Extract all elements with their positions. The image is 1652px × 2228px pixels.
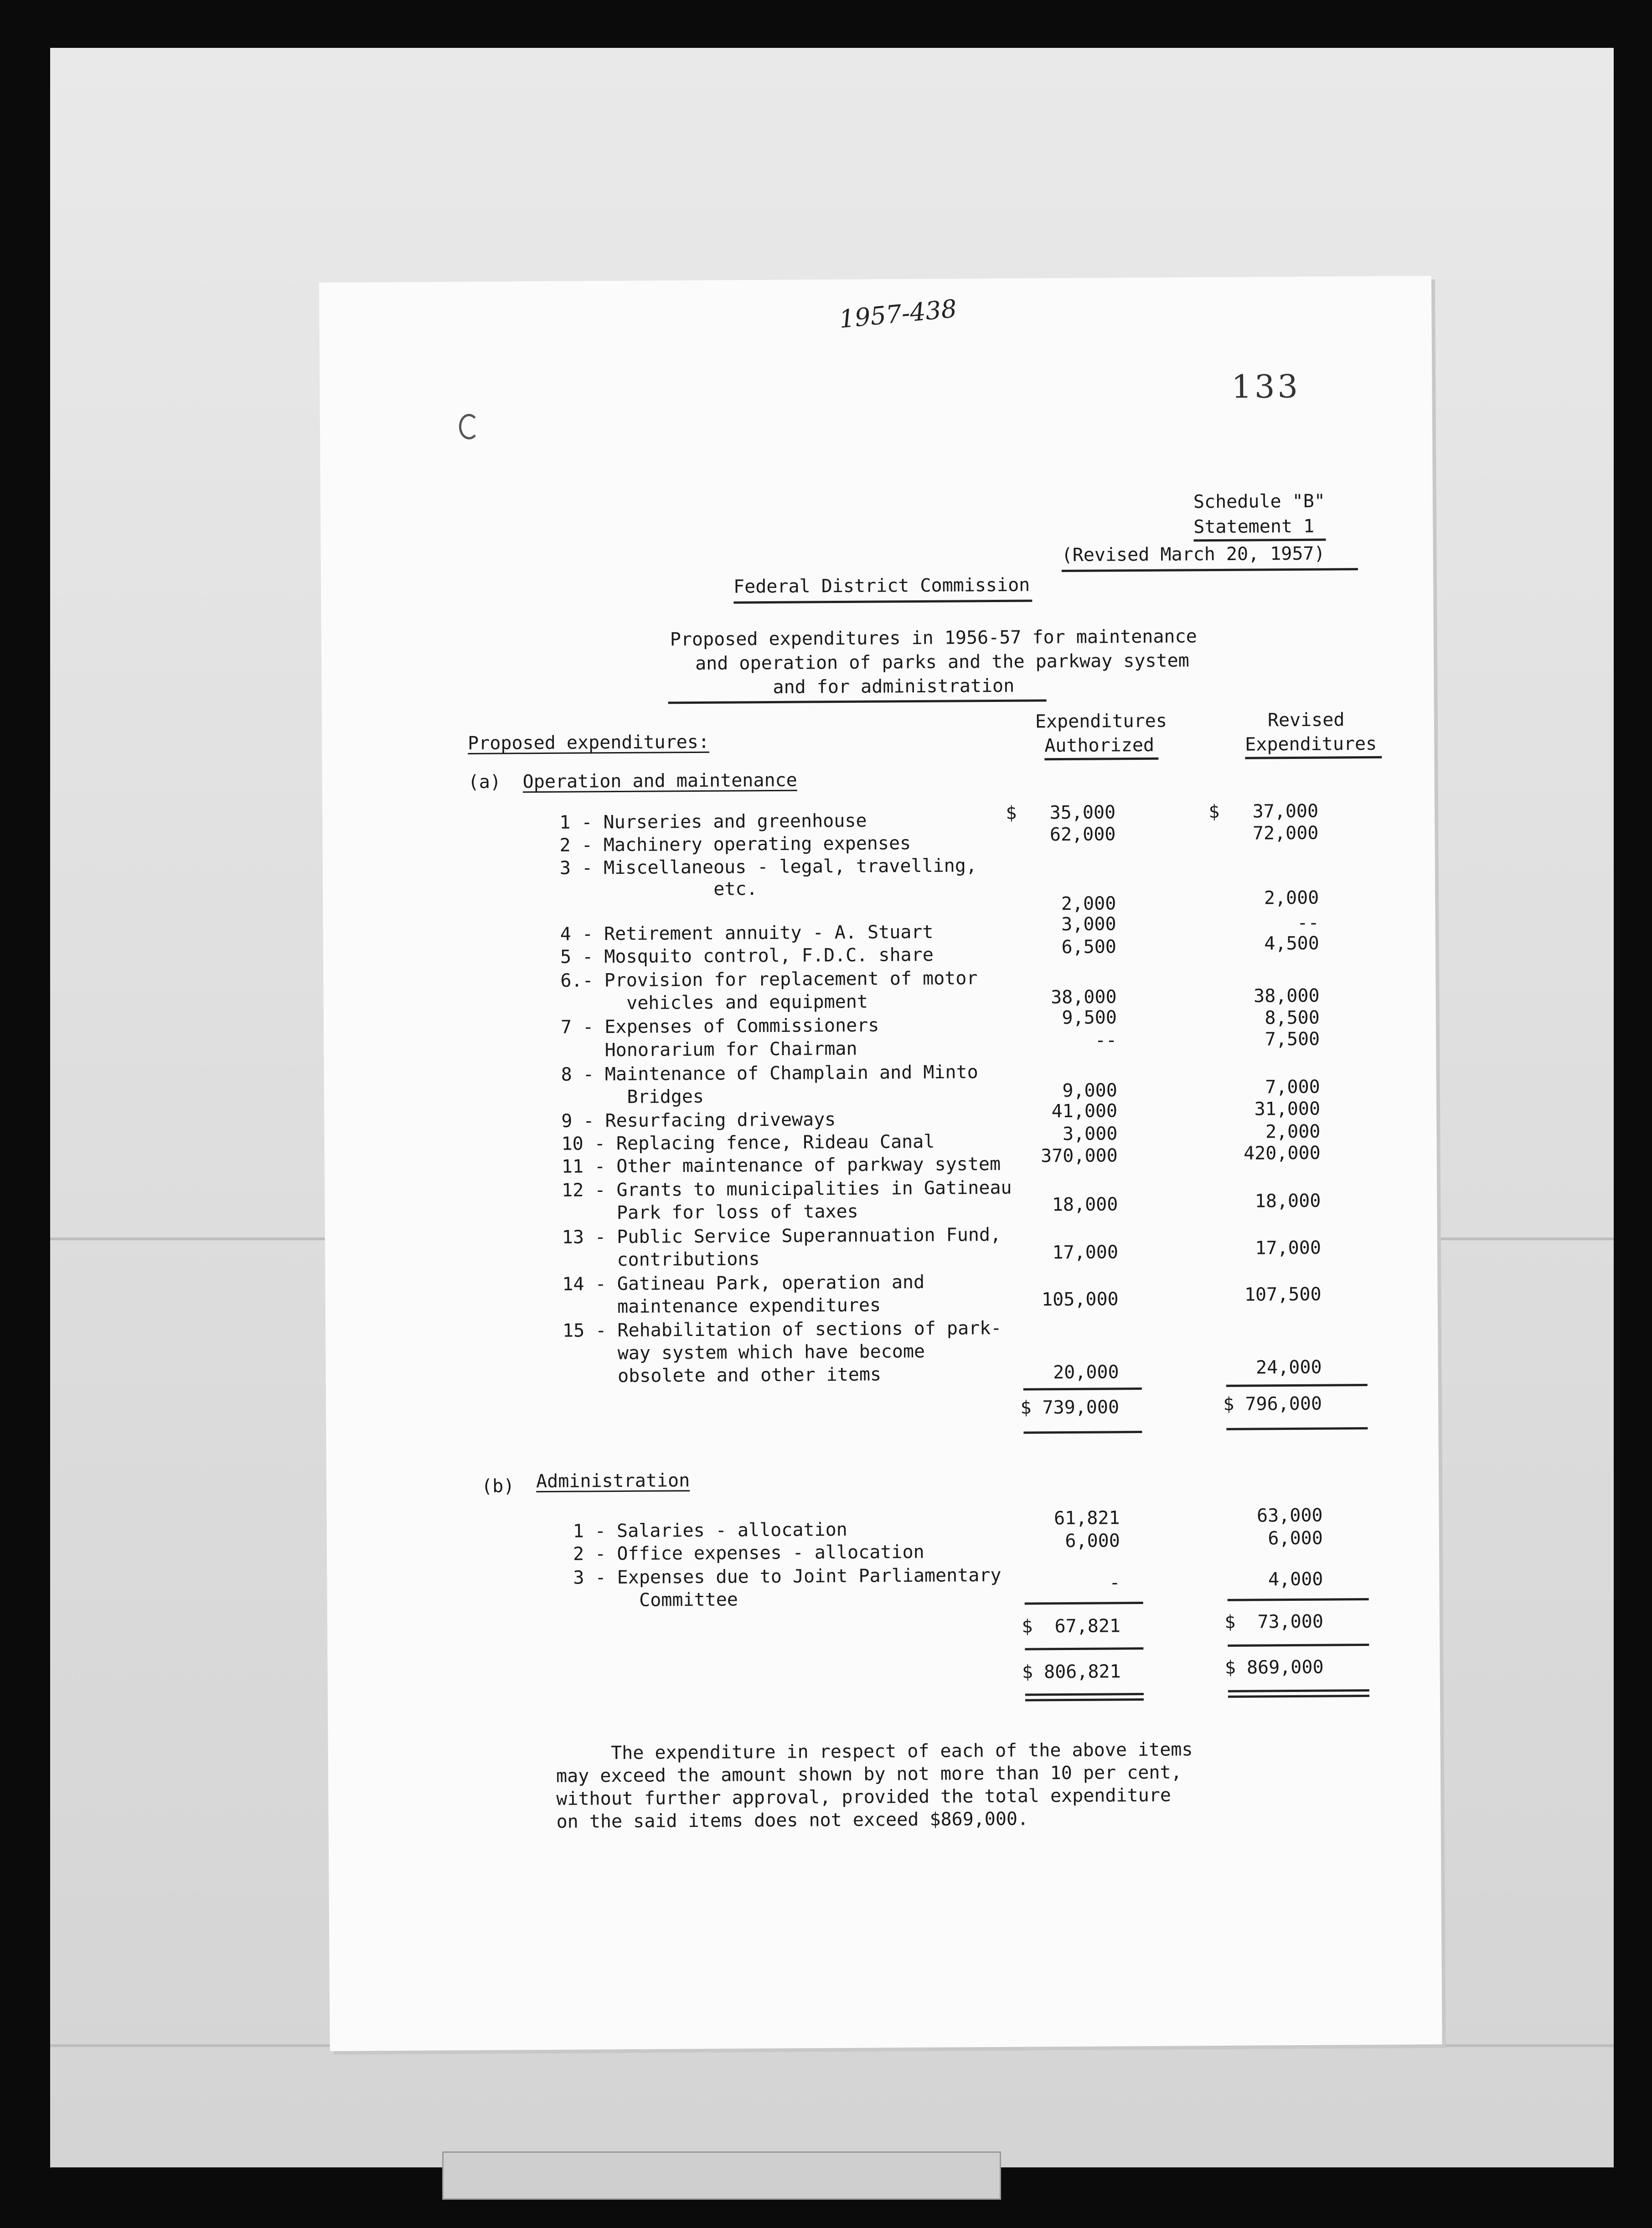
item-description: 12 - Grants to municipalities in Gatineau [562,1177,1012,1201]
total-rule [1226,1427,1368,1430]
item-description: Committee [573,1589,738,1611]
revised-amount: 8,500 [1265,1007,1320,1029]
authorized-amount: 9,000 [1062,1080,1117,1102]
revised-amount: 24,000 [1255,1356,1322,1378]
revised-amount: 18,000 [1254,1190,1321,1212]
authorized-amount: 3,000 [1062,1123,1118,1145]
authorized-amount: 105,000 [1041,1289,1119,1310]
section-a-total-authorized: $ 739,000 [1020,1397,1120,1418]
item-description: 1 - Nurseries and greenhouse [559,810,867,833]
item-description: 3 - Miscellaneous - legal, travelling, [559,855,977,879]
item-description: way system which have become [563,1341,925,1364]
section-a-total-revised: $ 796,000 [1223,1393,1322,1415]
item-description: 1 - Salaries - allocation [573,1519,847,1542]
item-description: 2 - Office expenses - allocation [573,1541,924,1565]
revised-amount: 7,500 [1265,1028,1320,1050]
subtitle-underline [668,699,1047,704]
item-description: 4 - Retirement annuity - A. Stuart [560,921,934,945]
authorized-amount: 18,000 [1052,1194,1118,1216]
footnote-line: may exceed the amount shown by not more than 10 per cent, [556,1762,1182,1787]
authorized-amount: $ 35,000 [1006,802,1116,824]
authorized-amount: 6,000 [1065,1530,1120,1552]
total-rule [1023,1431,1142,1434]
authorized-amount: 61,821 [1053,1507,1120,1529]
section-heading: Proposed expenditures: [468,731,710,754]
item-description: vehicles and equipment [560,991,868,1014]
subtotal-rule [1023,1387,1142,1391]
subtotal-rule [1226,1384,1368,1387]
col2-header-underline [1245,756,1382,759]
subtotal-rule [1228,1598,1369,1601]
page-number: 133 [1231,367,1301,406]
revised-amount: -- [1297,912,1319,933]
item-description: etc. [560,878,758,901]
commission-underline [733,599,1032,603]
footnote-line: on the said items does not exceed $869,000. [556,1808,1029,1832]
schedule-label: Schedule "B" [1193,490,1326,513]
section-b-total-revised: $ 73,000 [1224,1611,1324,1633]
revised-amount: 4,500 [1264,933,1320,954]
revised-amount: $ 37,000 [1208,800,1319,823]
document-sheet [319,276,1442,2051]
revised-amount: 2,000 [1264,887,1319,909]
revised-amount: 31,000 [1254,1098,1321,1120]
revised-amount: 17,000 [1255,1237,1322,1259]
subtitle-line: Proposed expenditures in 1956-57 for maintenance [670,626,1197,650]
punch-hole-icon [459,414,479,439]
item-description: 5 - Mosquito control, F.D.C. share [560,944,934,968]
revised-amount: 2,000 [1265,1121,1321,1143]
item-description: 15 - Rehabilitation of sections of park- [562,1317,1002,1341]
authorized-amount: - [1109,1572,1120,1594]
item-description: 13 - Public Service Superannuation Fund, [562,1224,1002,1248]
item-description: 8 - Maintenance of Champlain and Minto [561,1062,978,1085]
revised-amount: 420,000 [1243,1142,1321,1164]
grand-total-double-rule [1228,1695,1369,1698]
revised-date: (Revised March 20, 1957) [1061,543,1325,566]
item-description: 2 - Machinery operating expenses [559,833,911,856]
statement-underline [1193,539,1326,542]
item-description: 3 - Expenses due to Joint Parliamentary [573,1564,1002,1588]
total-rule [1228,1644,1369,1647]
grand-total-revised: $ 869,000 [1224,1656,1324,1678]
item-description: 7 - Expenses of Commissioners [560,1015,879,1038]
authorized-amount: 3,000 [1061,913,1116,935]
authorized-amount: 370,000 [1041,1145,1118,1167]
revised-amount: 107,500 [1244,1284,1322,1305]
revised-amount: 6,000 [1268,1527,1323,1549]
handwritten-note: 1957-438 [838,294,958,334]
authorized-amount: 2,000 [1061,893,1116,915]
authorized-amount: -- [1094,1030,1117,1051]
authorized-amount: 6,500 [1061,936,1117,958]
item-description: contributions [562,1248,760,1271]
col1-header: Expenditures [1035,710,1167,732]
item-description: Honorarium for Chairman [561,1038,857,1061]
footnote-line: without further approval, provided the total expenditure [556,1784,1172,1810]
section-b-label: (b) [481,1475,515,1497]
item-description: obsolete and other items [563,1364,882,1387]
revised-underline [1062,568,1358,572]
revised-amount: 63,000 [1256,1505,1323,1527]
statement-label: Statement 1 [1193,516,1315,538]
item-description: 11 - Other maintenance of parkway system [561,1153,1001,1177]
item-description: 10 - Replacing fence, Rideau Canal [561,1131,935,1155]
item-description: 6.- Provision for replacement of motor [560,968,978,991]
scan-tab [442,2151,1001,2200]
revised-amount: 72,000 [1252,822,1319,844]
subtitle-line: and operation of parks and the parkway system [695,650,1189,674]
authorized-amount: 17,000 [1052,1242,1119,1264]
section-a-title: Operation and maintenance [522,769,797,793]
grand-total-double-rule [1228,1689,1369,1692]
authorized-amount: 20,000 [1053,1362,1119,1383]
revised-amount: 7,000 [1265,1076,1320,1098]
authorized-amount: 9,500 [1062,1007,1117,1029]
item-description: 9 - Resurfacing driveways [561,1109,836,1132]
authorized-amount: 41,000 [1051,1100,1118,1122]
section-b-total-authorized: $ 67,821 [1022,1615,1121,1637]
item-description: 14 - Gatineau Park, operation and [562,1271,925,1295]
subtotal-rule [1025,1602,1143,1605]
col2-header: Revised [1267,709,1345,731]
col1-header-underline [1044,758,1158,761]
section-a-label: (a) [468,771,501,793]
total-rule [1025,1647,1143,1650]
col1-header: Authorized [1044,734,1155,757]
grand-total-double-rule [1025,1693,1144,1696]
authorized-amount: 38,000 [1050,986,1117,1008]
revised-amount: 38,000 [1253,985,1320,1007]
revised-amount: 4,000 [1268,1568,1323,1590]
authorized-amount: 62,000 [1049,824,1116,846]
grand-total-double-rule [1025,1698,1144,1702]
grand-total-authorized: $ 806,821 [1022,1661,1121,1683]
commission-title: Federal District Commission [733,574,1030,598]
item-description: Bridges [561,1086,704,1108]
subtitle-line: and for administration [773,675,1015,698]
section-b-title: Administration [536,1470,690,1492]
col2-header: Expenditures [1245,733,1377,755]
footnote-line: The expenditure in respect of each of the above items [556,1739,1193,1764]
item-description: maintenance expenditures [562,1295,881,1318]
item-description: Park for loss of taxes [562,1201,858,1224]
